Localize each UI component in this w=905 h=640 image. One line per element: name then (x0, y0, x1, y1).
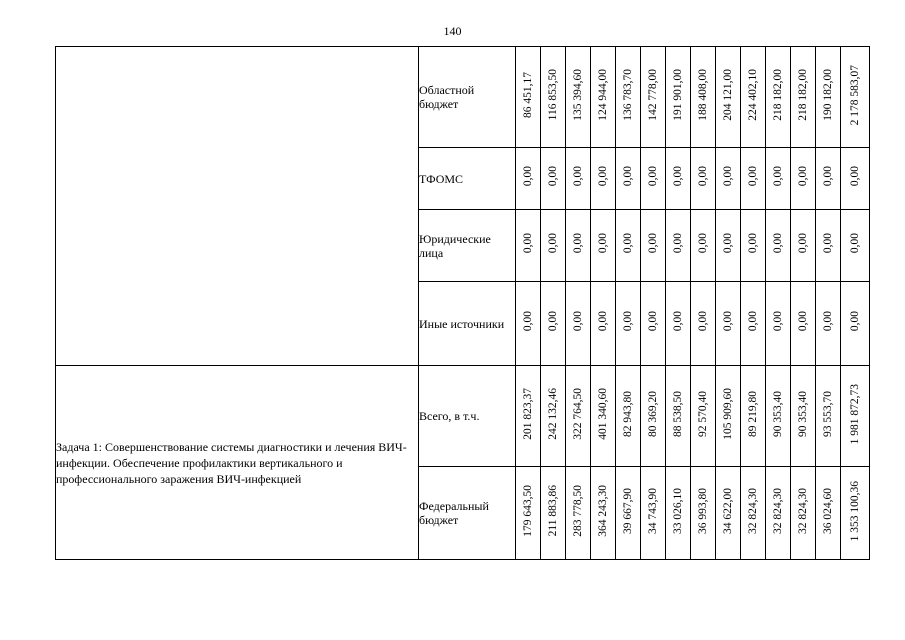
value-cell: 0,00 (522, 233, 534, 254)
value-cell: 188 408,00 (697, 69, 709, 121)
value-cell: 89 219,80 (747, 391, 759, 437)
value-cell: 0,00 (672, 311, 684, 332)
value-cell: 0,00 (597, 233, 609, 254)
value-cell: 191 901,00 (672, 69, 684, 121)
value-cell: 0,00 (547, 311, 559, 332)
value-cell: 0,00 (797, 311, 809, 332)
value-cell: 0,00 (822, 233, 834, 254)
value-cell: 105 909,60 (722, 388, 734, 440)
table-row (56, 47, 870, 148)
value-cell: 124 944,00 (597, 69, 609, 121)
value-cell: 190 182,00 (822, 69, 834, 121)
value-cell-total: 0,00 (849, 311, 861, 332)
value-cell: 0,00 (772, 233, 784, 254)
value-cell-total: 1 981 872,73 (849, 383, 861, 445)
value-cell: 0,00 (747, 233, 759, 254)
value-cell: 0,00 (772, 166, 784, 187)
value-cell: 93 553,70 (822, 391, 834, 437)
value-cell: 0,00 (547, 233, 559, 254)
value-cell: 135 394,60 (572, 69, 584, 121)
value-cell: 0,00 (672, 166, 684, 187)
value-cell: 0,00 (572, 233, 584, 254)
value-cell: 401 340,60 (597, 388, 609, 440)
funding-source: Иные источники (419, 282, 516, 366)
value-cell: 0,00 (522, 311, 534, 332)
value-cell: 0,00 (622, 233, 634, 254)
value-cell: 36 993,80 (697, 488, 709, 534)
value-cell: 0,00 (647, 233, 659, 254)
value-cell: 224 402,10 (747, 69, 759, 121)
value-cell: 82 943,80 (622, 391, 634, 437)
value-cell: 32 824,30 (772, 488, 784, 534)
value-cell: 34 743,90 (647, 488, 659, 534)
value-cell: 92 570,40 (697, 391, 709, 437)
value-cell: 364 243,30 (597, 485, 609, 537)
value-cell: 0,00 (797, 166, 809, 187)
value-cell: 116 853,50 (547, 69, 559, 121)
value-cell-total: 0,00 (849, 166, 861, 187)
value-cell: 179 643,50 (522, 485, 534, 537)
value-cell: 0,00 (572, 166, 584, 187)
value-cell: 283 778,50 (572, 485, 584, 537)
task-description-empty (56, 47, 419, 366)
value-cell: 0,00 (597, 311, 609, 332)
value-cell: 0,00 (772, 311, 784, 332)
funding-source: ТФОМС (419, 148, 516, 210)
value-cell: 0,00 (647, 311, 659, 332)
value-cell: 0,00 (547, 166, 559, 187)
value-cell: 218 182,00 (797, 69, 809, 121)
value-cell: 322 764,50 (572, 388, 584, 440)
page-number: 140 (443, 24, 462, 38)
value-cell: 0,00 (572, 311, 584, 332)
value-cell: 0,00 (647, 166, 659, 187)
value-cell-total: 2 178 583,07 (849, 64, 861, 126)
value-cell: 0,00 (747, 311, 759, 332)
value-cell: 39 667,90 (622, 488, 634, 534)
value-cell: 242 132,46 (547, 388, 559, 440)
funding-source: Областной бюджет (419, 47, 516, 148)
value-cell: 0,00 (822, 166, 834, 187)
value-cell: 32 824,30 (747, 488, 759, 534)
value-cell: 0,00 (722, 166, 734, 187)
budget-table (55, 46, 870, 560)
funding-source: Федеральный бюджет (419, 467, 516, 560)
value-cell: 211 883,86 (547, 485, 559, 537)
value-cell: 90 353,40 (797, 391, 809, 437)
value-cell: 86 451,17 (522, 72, 534, 118)
value-cell: 88 538,50 (672, 391, 684, 437)
value-cell: 33 026,10 (672, 488, 684, 534)
task-description: Задача 1: Совершенствование системы диагностики и лечения ВИЧ-инфекции. Обеспечение профилактики вертикального и профессионального заражения ВИЧ-инфекцией (56, 366, 419, 560)
funding-source: Юридические лица (419, 210, 516, 282)
value-cell: 0,00 (622, 311, 634, 332)
value-cell: 0,00 (697, 311, 709, 332)
value-cell: 218 182,00 (772, 69, 784, 121)
value-cell: 0,00 (672, 233, 684, 254)
value-cell: 90 353,40 (772, 391, 784, 437)
funding-source: Всего, в т.ч. (419, 366, 516, 467)
value-cell: 142 778,00 (647, 69, 659, 121)
value-cell: 0,00 (522, 166, 534, 187)
value-cell: 34 622,00 (722, 488, 734, 534)
value-cell: 0,00 (697, 233, 709, 254)
value-cell: 80 369,20 (647, 391, 659, 437)
value-cell: 0,00 (797, 233, 809, 254)
value-cell: 0,00 (622, 166, 634, 187)
value-cell: 0,00 (822, 311, 834, 332)
value-cell: 0,00 (597, 166, 609, 187)
value-cell: 32 824,30 (797, 488, 809, 534)
value-cell-total: 1 353 100,36 (849, 480, 861, 542)
value-cell: 201 823,37 (522, 388, 534, 440)
value-cell: 36 024,60 (822, 488, 834, 534)
value-cell: 0,00 (722, 311, 734, 332)
value-cell: 0,00 (722, 233, 734, 254)
table-row (56, 366, 870, 467)
value-cell: 0,00 (697, 166, 709, 187)
value-cell: 204 121,00 (722, 69, 734, 121)
value-cell: 0,00 (747, 166, 759, 187)
value-cell-total: 0,00 (849, 233, 861, 254)
value-cell: 136 783,70 (622, 69, 634, 121)
